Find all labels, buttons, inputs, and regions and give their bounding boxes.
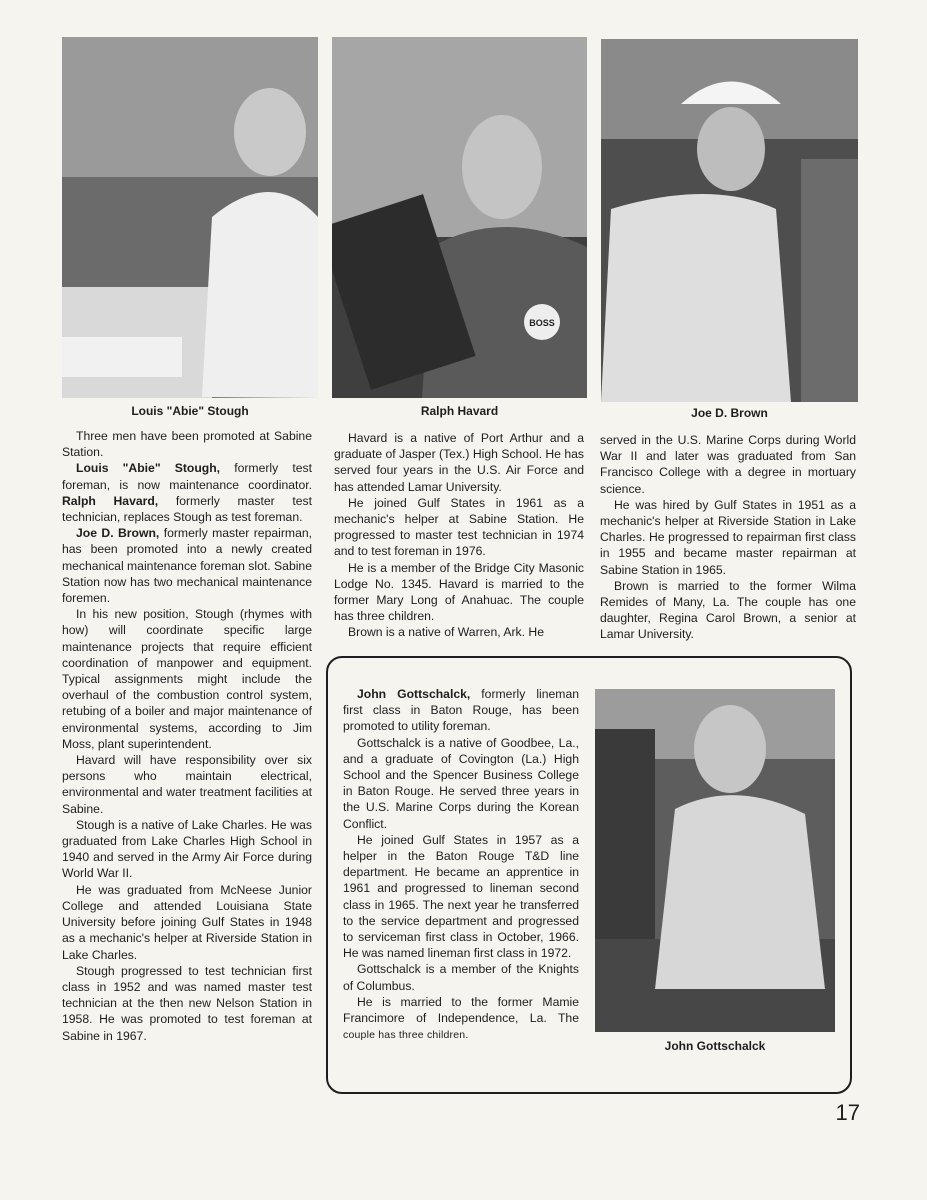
paragraph: Gottschalck is a native of Goodbee, La., and a graduate of Covington (La.) High School and the Spencer Business College in Baton Rouge. He served three years in the U.S. Marine Corps during the Korean Conflict.: [343, 735, 579, 831]
caption-stough: Louis "Abie" Stough: [131, 404, 249, 418]
paragraph: Stough is a native of Lake Charles. He was graduated from Lake Charles High School in 1940 and served in the Army Air Force during World War II.: [62, 817, 312, 881]
photo-joe-brown: [601, 39, 858, 402]
paragraph: He is a member of the Bridge City Masonic Lodge No. 1345. Havard is married to the former Mary Long of Anahuac. The couple has three children.: [334, 560, 584, 624]
photo-john-gottschalck: [595, 689, 835, 1032]
paragraph: Brown is a native of Warren, Ark. He: [348, 625, 544, 640]
paragraph: [62, 460, 312, 525]
boss-badge-text: BOSS: [529, 318, 555, 328]
paragraph: Havard will have responsibility over six persons who maintain electrical, environmental and water treatment facilities at Sabine.: [62, 753, 312, 816]
name-havard: Ralph Havard,: [62, 493, 159, 508]
paragraph: He was hired by Gulf States in 1951 as a mechanic's helper at Riverside Station in Lake Charles. He progressed to repairman first class in 1955 and became master repairman at Sabine Station in 1965.: [600, 497, 856, 577]
photo-ralph-havard: [332, 37, 587, 398]
caption-havard: Ralph Havard: [420, 404, 499, 418]
text: formerly test foreman, is now maintenance coordinator.: [62, 461, 312, 492]
text: formerly lineman first class in Baton Rouge, has been promoted to utility foreman.: [343, 687, 579, 734]
paragraph: Brown is married to the former Wilma Remides of Many, La. The couple has one daughter, Regina Carol Brown, a senior at Lamar University.: [600, 578, 856, 642]
text: formerly master repairman, has been promoted into a newly created mechanical maintenance foreman slot. Sabine Station now has two mechanical maintenance foremen.: [62, 526, 313, 606]
paragraph: [343, 994, 579, 1044]
caption-brown: Joe D. Brown: [691, 406, 768, 420]
paragraph: Gottschalck is a member of the Knights of Columbus.: [343, 962, 579, 993]
name-gottschalck: John Gottschalck,: [357, 687, 471, 701]
article-column-2: [334, 430, 584, 641]
paragraph: Stough progressed to test technician first class in 1952 and was named master test technician at the then new Nelson Station in 1958. He was promoted to test foreman at Sabine in 1967.: [62, 963, 312, 1043]
article-column-3: [600, 432, 856, 643]
paragraph: [343, 686, 579, 735]
name-stough: Louis "Abie" Stough,: [76, 461, 221, 476]
text: He is married to the former Mamie Francimore of Independence, La. The: [343, 994, 579, 1026]
article-column-1: [62, 428, 312, 1044]
page-number: 17: [835, 1100, 860, 1125]
paragraph: He joined Gulf States in 1961 as a mechanic's helper at Sabine Station. He progressed to master test technician in 1974 and to test foreman in 1976.: [334, 495, 584, 559]
paragraph: Havard is a native of Port Arthur and a graduate of Jasper (Tex.) High School. He has served four years in the U.S. Air Force and has attended Lamar University.: [334, 431, 584, 494]
caption-gottschalck: John Gottschalck: [664, 1039, 766, 1053]
paragraph: He was graduated from McNeese Junior College and attended Louisiana State University before joining Gulf States in 1948 as a mechanic's helper at Riverside Station in Lake Charles.: [62, 882, 312, 962]
photo-louis-stough: [62, 37, 318, 398]
gottschalck-text: [343, 686, 579, 1043]
text: formerly master test technician, replaces Stough as test foreman.: [62, 493, 313, 525]
paragraph: Three men have been promoted at Sabine Station.: [62, 429, 312, 460]
paragraph: served in the U.S. Marine Corps during World War II and later was graduated from San Francisco College with a degree in mortuary science.: [600, 433, 856, 496]
paragraph: He joined Gulf States in 1957 as a helper in the Baton Rouge T&D line department. He became an apprentice in 1961 and progressed to lineman second class in 1965. The next year he transferred to the service department and progressed to serviceman first class in October, 1966. He was named lineman first class in 1972.: [343, 832, 579, 961]
paragraph: In his new position, Stough (rhymes with how) will coordinate specific large maintenance projects that require efficient coordination of manpower and equipment. Typical assignments might include the overhaul of the combustion control system, retubing of a boiler and major maintenance of environmental systems, according to Jim Moss, plant superintendent.: [62, 607, 312, 751]
name-brown: Joe D. Brown,: [76, 526, 160, 541]
text-small: couple has three children.: [343, 1029, 469, 1042]
paragraph: [62, 525, 312, 606]
